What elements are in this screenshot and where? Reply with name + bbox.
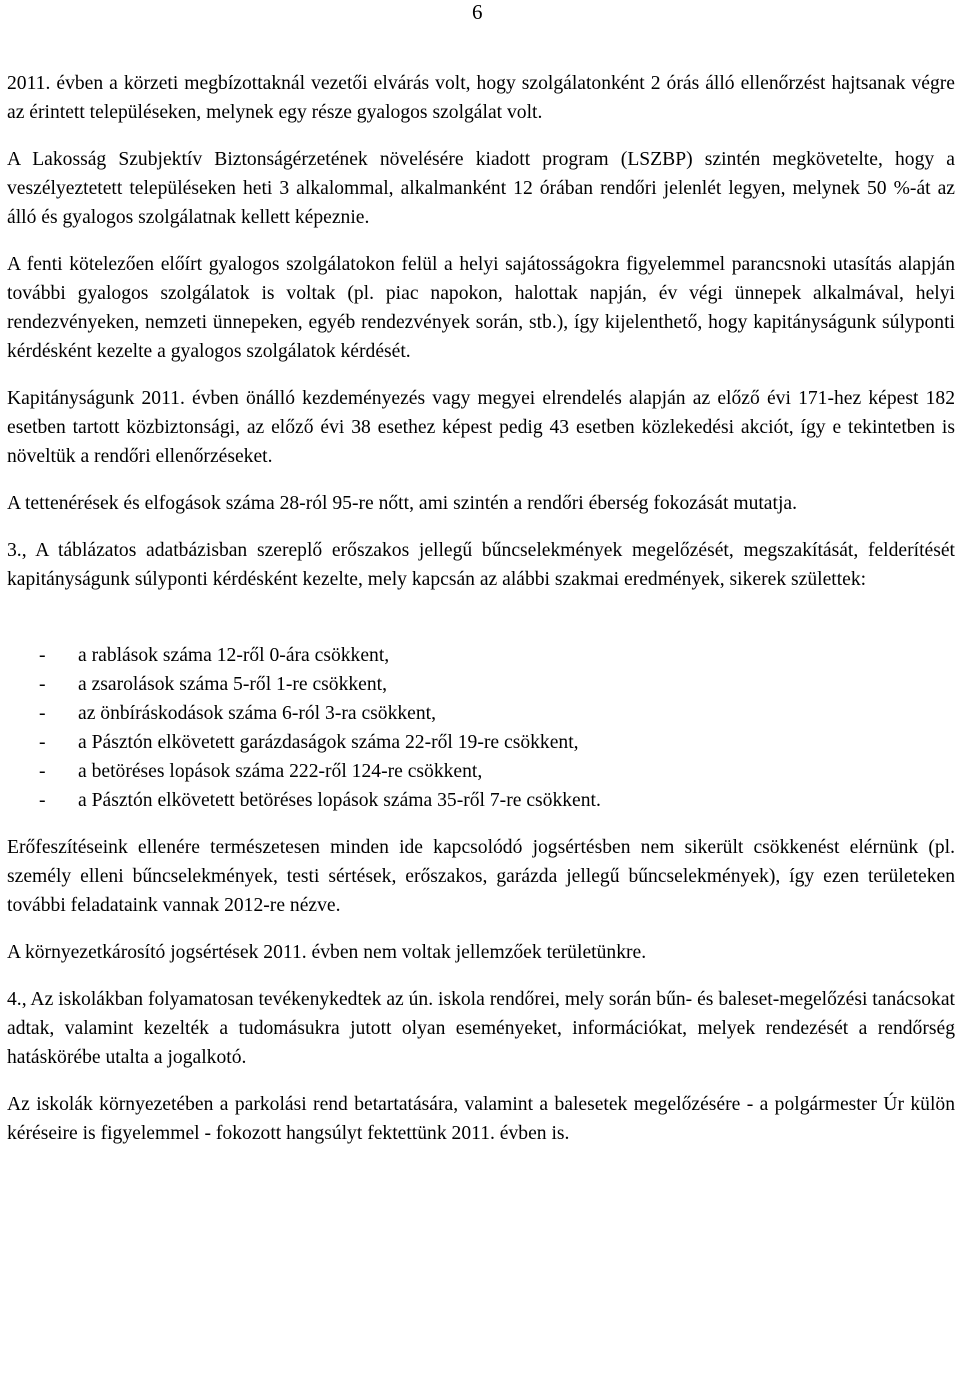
results-list [7, 641, 955, 815]
list-item-text: a rablások száma 12-ről 0-ára csökkent, [78, 645, 390, 666]
paragraph-environmental-offences: A környezetkárosító jogsértések 2011. évben nem voltak jellemzőek területünkre. [7, 942, 647, 963]
list-item [7, 670, 955, 699]
paragraph-foot-patrol-2011: 2011. évben a körzeti megbízottaknál vezetői elvárás volt, hogy szolgálatonként 2 órás álló ellenőrzést hajtsanak végre az érintett településeken, melynek egy része gyalogos szolgálat volt. [7, 73, 955, 123]
list-item-text: a zsarolások száma 5-ről 1-re csökkent, [78, 674, 388, 695]
list-bullet: - [39, 674, 46, 695]
paragraph-school-parking: Az iskolák környezetében a parkolási rend betartatására, valamint a balesetek megelőzésére - a polgármester Úr külön kéréseire is figyelemmel - fokozott hangsúlyt fektettünk 2011. évben is. [7, 1094, 955, 1144]
paragraph-school-police: 4., Az iskolákban folyamatosan tevékenykedtek az ún. iskola rendőrei, mely során bűn- és baleset-megelőzési tanácsokat adtak, valamint kezelték a tudomásukra jutott olyan eseményeket, információkat, melyek rendezését a rendőrség hatáskörébe utalta a jogalkotó. [7, 989, 955, 1068]
list-bullet: - [39, 703, 46, 724]
list-item [7, 786, 955, 815]
list-spacer [7, 612, 955, 641]
list-bullet: - [39, 790, 46, 811]
paragraph-violent-crime-prevention: 3., A táblázatos adatbázisban szereplő erőszakos jellegű bűncselekmények megelőzését, megszakítását, felderítését kapitányságunk súlyponti kérdésként kezelte, mely kapcsán az alábbi szakmai eredmények, sikerek születtek: [7, 540, 955, 590]
page-number: 6 [472, 0, 483, 24]
list-item [7, 757, 955, 786]
paragraph-public-safety-actions: Kapitányságunk 2011. évben önálló kezdeményezés vagy megyei elrendelés alapján az előző évi 171-hez képest 182 esetben tartott közbiztonsági, az előző évi 38 esethez képest pedig 43 esetben közlekedési akciót, így e tekintetben is növeltük a rendőri ellenőrzéseket. [7, 388, 955, 467]
paragraph-additional-patrols: A fenti kötelezően előírt gyalogos szolgálatokon felül a helyi sajátosságokra figyelemmel parancsnoki utasítás alapján további gyalogos szolgálatok is voltak (pl. piac napokon, halottak napján, év végi ünnepek alkalmával, helyi rendezvényeken, nemzeti ünnepeken, egyéb rendezvények során, stb.), így kijelenthető, hogy kapitányságunk súlyponti kérdésként kezelte a gyalogos szolgálatok kérdését. [7, 254, 955, 362]
list-item-text: az önbíráskodások száma 6-ról 3-ra csökkent, [78, 703, 437, 724]
list-item [7, 728, 955, 757]
document-body [7, 69, 955, 1148]
paragraph-remaining-tasks: Erőfeszítéseink ellenére természetesen minden ide kapcsolódó jogsértésben nem sikerült csökkenést elérnünk (pl. személy elleni bűncselekmények, testi sértések, erőszakos, garázda jellegű bűncselekmények), így ezen területeken további feladataink vannak 2012-re nézve. [7, 837, 955, 916]
list-item [7, 699, 955, 728]
paragraph-arrests: A tettenérések és elfogások száma 28-ról 95-re nőtt, ami szintén a rendőri éberség fokozását mutatja. [7, 493, 797, 514]
list-bullet: - [39, 645, 46, 666]
list-item-text: a betöréses lopások száma 222-ről 124-re csökkent, [78, 761, 483, 782]
list-item-text: a Pásztón elkövetett garázdaságok száma 22-ről 19-re csökkent, [78, 732, 579, 753]
paragraph-lszbp-program: A Lakosság Szubjektív Biztonságérzetének növelésére kiadott program (LSZBP) szintén megkövetelte, hogy a veszélyeztetett településeken heti 3 alkalommal, alkalmanként 12 órában rendőri jelenlét legyen, melynek 50 %-át az álló és gyalogos szolgálatnak kellett képeznie. [7, 149, 955, 228]
list-item [7, 641, 955, 670]
list-item-text: a Pásztón elkövetett betöréses lopások száma 35-ről 7-re csökkent. [78, 790, 601, 811]
list-bullet: - [39, 761, 46, 782]
list-bullet: - [39, 732, 46, 753]
